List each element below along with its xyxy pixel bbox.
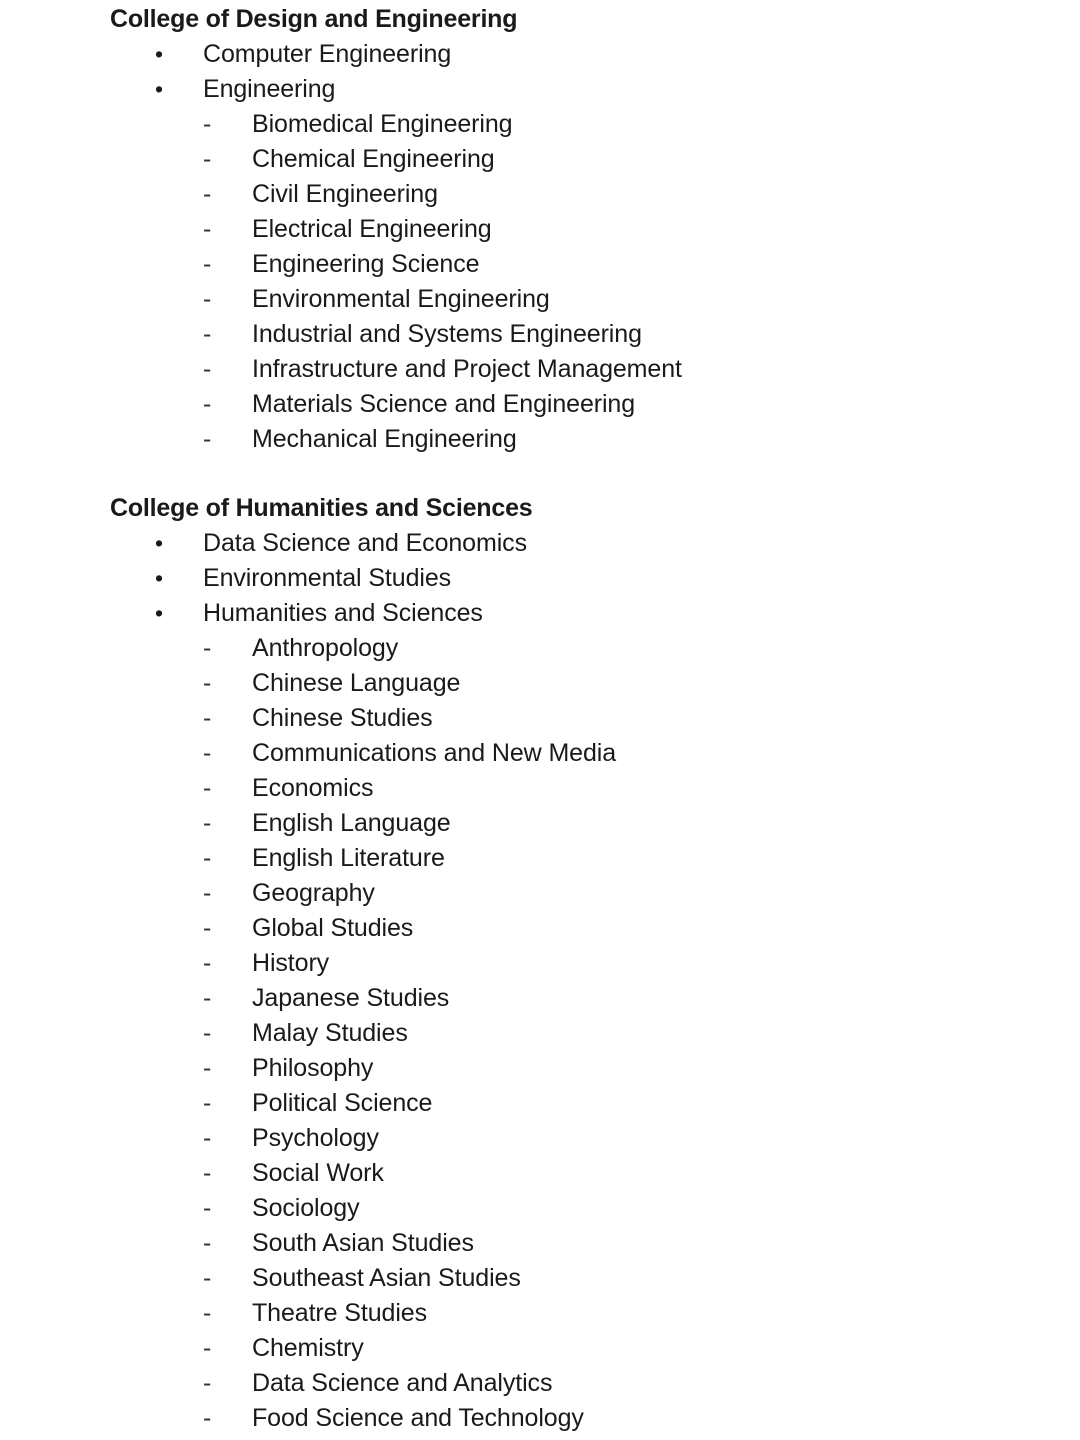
dash-marker-icon: - [203,1159,212,1187]
sub-list-item-label: South Asian Studies [252,1229,474,1257]
sub-list-item-label: Japanese Studies [252,984,450,1012]
dash-marker-icon: - [203,1264,212,1292]
sub-list-item [203,212,1080,247]
dash-marker-icon: - [203,809,212,837]
sub-list-item [203,177,1080,212]
sub-list-item [203,631,1080,666]
dash-marker-icon: - [203,180,212,208]
sub-list-item [203,1051,1080,1086]
program-bullet-list [0,526,1080,1436]
program-sub-list [0,107,1080,457]
college-section [0,2,1080,457]
section-list [0,2,1080,1436]
list-item [155,72,1080,107]
sub-list-item-label: Environmental Engineering [252,285,550,313]
sub-list-item-label: Materials Science and Engineering [252,390,636,418]
sub-list-item-label: Chemical Engineering [252,145,495,173]
dash-marker-icon: - [203,1299,212,1327]
dash-marker-icon: - [203,145,212,173]
sub-list-item-label: Electrical Engineering [252,215,492,243]
dash-marker-icon: - [203,1124,212,1152]
dash-marker-icon: - [203,739,212,767]
sub-list-item-label: Theatre Studies [252,1299,427,1327]
dash-marker-icon: - [203,1334,212,1362]
dash-marker-icon: - [203,110,212,138]
sub-list-item [203,247,1080,282]
dash-marker-icon: - [203,669,212,697]
sub-list-item-label: Civil Engineering [252,180,438,208]
list-item-label: Computer Engineering [203,40,452,68]
sub-list-item [203,142,1080,177]
sub-list-item [203,422,1080,457]
bullet-marker-icon: • [155,565,163,591]
bullet-marker-icon: • [155,41,163,67]
sub-list-item [203,1156,1080,1191]
dash-marker-icon: - [203,1054,212,1082]
dash-marker-icon: - [203,704,212,732]
program-sub-list [0,631,1080,1436]
dash-marker-icon: - [203,1404,212,1432]
list-item [155,37,1080,72]
list-item [155,561,1080,596]
sub-list-item-label: Communications and New Media [252,739,617,767]
list-item-label: Data Science and Economics [203,529,527,557]
sub-list-item-label: Southeast Asian Studies [252,1264,521,1292]
section-heading: College of Humanities and Sciences [110,494,533,522]
sub-list-item [203,1331,1080,1366]
sub-list-item-label: Sociology [252,1194,360,1222]
list-item-label: Humanities and Sciences [203,599,483,627]
list-item-label: Environmental Studies [203,564,452,592]
sub-list-item-label: Political Science [252,1089,433,1117]
dash-marker-icon: - [203,949,212,977]
sub-list-item [203,1226,1080,1261]
sub-list-item-label: Engineering Science [252,250,480,278]
sub-list-item [203,107,1080,142]
sub-list-item [203,282,1080,317]
sub-list-item [203,981,1080,1016]
dash-marker-icon: - [203,844,212,872]
list-item-label: Engineering [203,75,336,103]
sub-list-item-label: Global Studies [252,914,414,942]
dash-marker-icon: - [203,634,212,662]
sub-list-item-label: Economics [252,774,374,802]
dash-marker-icon: - [203,320,212,348]
sub-list-item-label: Food Science and Technology [252,1404,584,1432]
sub-list-item-label: Chinese Studies [252,704,433,732]
sub-list-item [203,1296,1080,1331]
sub-list-item [203,1086,1080,1121]
dash-marker-icon: - [203,250,212,278]
sub-list-item-label: Chemistry [252,1334,364,1362]
dash-marker-icon: - [203,355,212,383]
dash-marker-icon: - [203,774,212,802]
sub-list-item [203,876,1080,911]
sub-list-item-label: History [252,949,330,977]
sub-list-item-label: Anthropology [252,634,399,662]
sub-list-item-label: Malay Studies [252,1019,408,1047]
sub-list-item [203,1366,1080,1401]
sub-list-item [203,1261,1080,1296]
dash-marker-icon: - [203,1019,212,1047]
bullet-marker-icon: • [155,76,163,102]
sub-list-item-label: Social Work [252,1159,384,1187]
sub-list-item-label: Biomedical Engineering [252,110,513,138]
dash-marker-icon: - [203,425,212,453]
sub-list-item [203,806,1080,841]
sub-list-item [203,946,1080,981]
dash-marker-icon: - [203,1194,212,1222]
sub-list-item-label: Geography [252,879,375,907]
sub-list-item [203,387,1080,422]
sub-list-item [203,771,1080,806]
sub-list-item-label: Industrial and Systems Engineering [252,320,642,348]
sub-list-item-label: Philosophy [252,1054,374,1082]
sub-list-item [203,1121,1080,1156]
dash-marker-icon: - [203,914,212,942]
sub-list-item [203,911,1080,946]
sub-list-item [203,1016,1080,1051]
sub-list-item-label: Chinese Language [252,669,461,697]
sub-list-item-label: English Language [252,809,451,837]
sub-list-item [203,666,1080,701]
bullet-marker-icon: • [155,530,163,556]
bullet-marker-icon: • [155,600,163,626]
sub-list-item [203,841,1080,876]
dash-marker-icon: - [203,215,212,243]
sub-list-item [203,317,1080,352]
sub-list-item [203,736,1080,771]
program-bullet-list [0,37,1080,457]
sub-list-item-label: Infrastructure and Project Management [252,355,682,383]
sub-list-item [203,1191,1080,1226]
sub-list-item [203,352,1080,387]
sub-list-item-label: Psychology [252,1124,379,1152]
college-section [0,491,1080,1436]
list-item [155,526,1080,561]
section-heading: College of Design and Engineering [110,5,518,33]
sub-list-item [203,1401,1080,1436]
dash-marker-icon: - [203,1229,212,1257]
dash-marker-icon: - [203,1369,212,1397]
dash-marker-icon: - [203,879,212,907]
sub-list-item-label: Data Science and Analytics [252,1369,553,1397]
dash-marker-icon: - [203,984,212,1012]
sub-list-item-label: English Literature [252,844,445,872]
dash-marker-icon: - [203,285,212,313]
list-item [155,596,1080,631]
dash-marker-icon: - [203,1089,212,1117]
sub-list-item-label: Mechanical Engineering [252,425,517,453]
sub-list-item [203,701,1080,736]
dash-marker-icon: - [203,390,212,418]
